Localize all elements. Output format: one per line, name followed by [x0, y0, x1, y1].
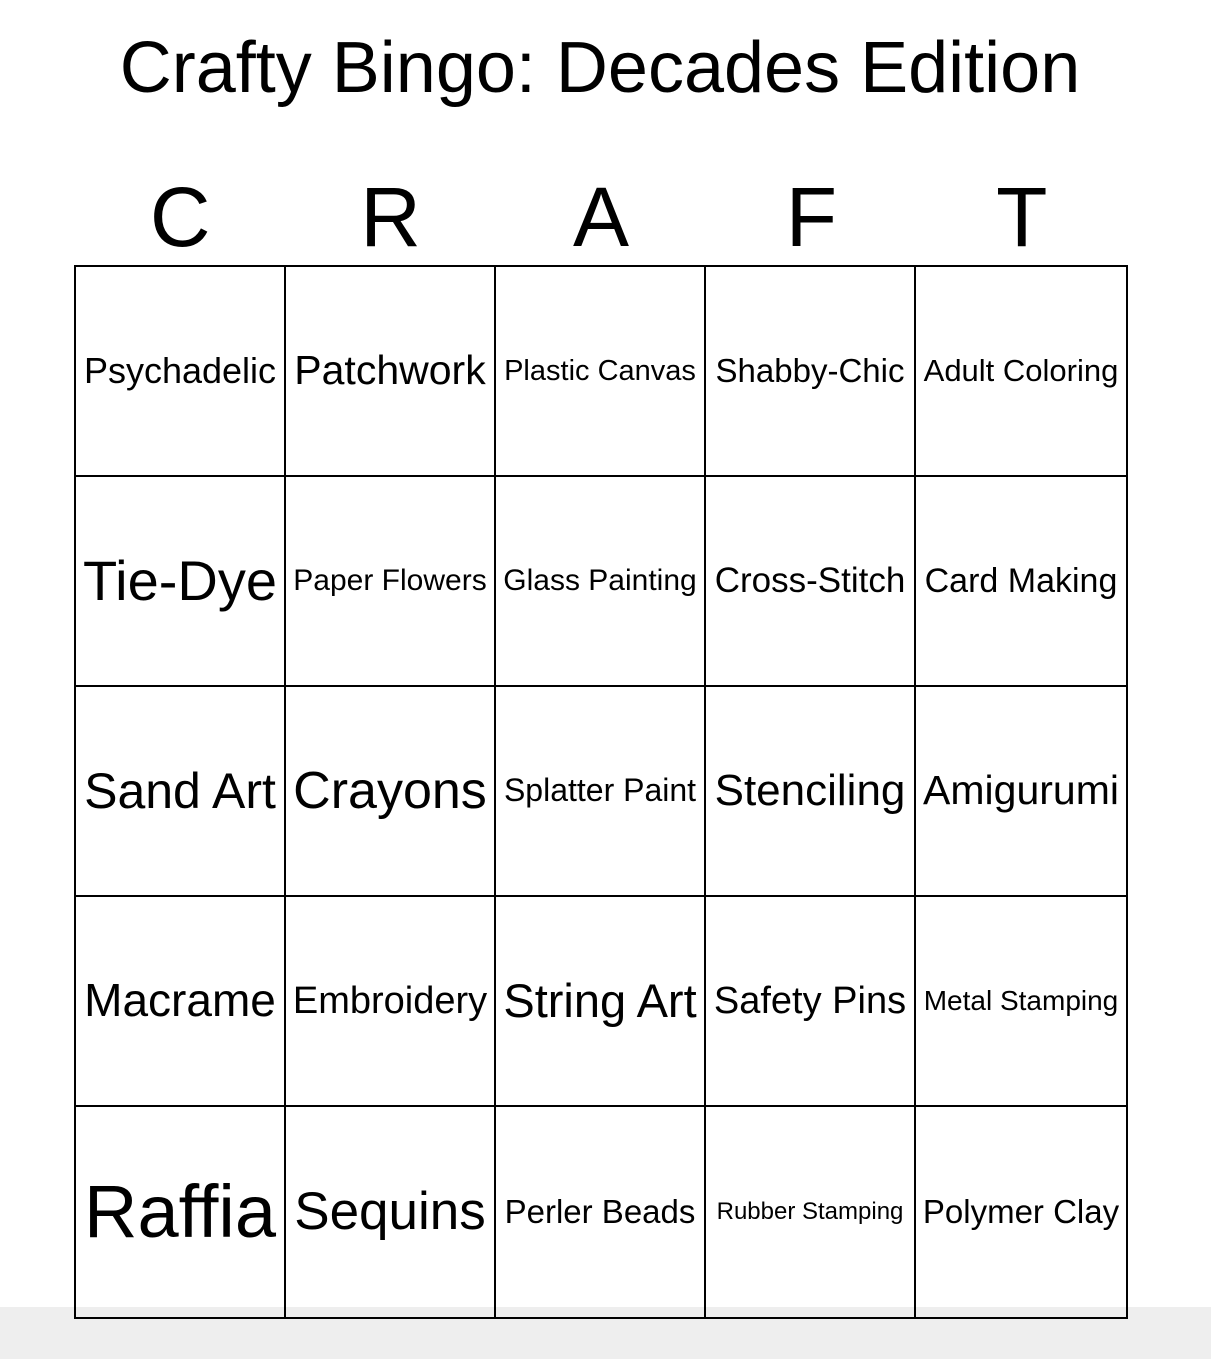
cell-label: Glass Painting: [503, 564, 697, 598]
bingo-cell[interactable]: [496, 1107, 706, 1317]
column-letter-r: R: [360, 170, 421, 264]
bingo-board: [74, 265, 1128, 1319]
bingo-cell[interactable]: [916, 687, 1126, 897]
cell-label: Stenciling: [714, 766, 906, 816]
bingo-cell[interactable]: [76, 267, 286, 477]
bingo-cell[interactable]: [706, 897, 916, 1107]
cell-label: Sequins: [294, 1182, 486, 1242]
cell-label: Shabby-Chic: [715, 351, 905, 389]
cell-label: Macrame: [84, 974, 276, 1027]
cell-label: Card Making: [924, 561, 1118, 600]
bingo-cell[interactable]: [916, 897, 1126, 1107]
bingo-cell[interactable]: [286, 267, 496, 477]
cell-label: Paper Flowers: [293, 564, 487, 598]
cell-label: Adult Coloring: [923, 352, 1119, 388]
cell-label: Polymer Clay: [922, 1192, 1120, 1230]
cell-label: Splatter Paint: [503, 772, 697, 809]
cell-label: Safety Pins: [713, 979, 907, 1022]
bingo-cell[interactable]: [286, 897, 496, 1107]
bingo-cell[interactable]: [76, 477, 286, 687]
bingo-cell[interactable]: [916, 477, 1126, 687]
bingo-cell[interactable]: [706, 687, 916, 897]
cell-label: Psychadelic: [83, 349, 277, 391]
cell-label: Sand Art: [84, 763, 276, 819]
cell-label: Embroidery: [292, 979, 488, 1022]
bingo-cell[interactable]: [706, 1107, 916, 1317]
page-title: Crafty Bingo: Decades Edition: [119, 28, 1081, 108]
cell-label: Rubber Stamping: [716, 1197, 904, 1225]
cell-label: String Art: [503, 973, 697, 1027]
bingo-cell[interactable]: [916, 267, 1126, 477]
cell-label: Cross-Stitch: [714, 561, 906, 601]
cell-label: Amigurumi: [923, 767, 1119, 814]
bingo-cell[interactable]: [286, 687, 496, 897]
bingo-cell[interactable]: [76, 1107, 286, 1317]
bingo-cell[interactable]: [286, 1107, 496, 1317]
bingo-cell[interactable]: [706, 477, 916, 687]
bingo-cell[interactable]: [496, 267, 706, 477]
bingo-cell[interactable]: [496, 687, 706, 897]
bingo-cell[interactable]: [286, 477, 496, 687]
bingo-cell[interactable]: [76, 897, 286, 1107]
cell-label: Patchwork: [294, 347, 486, 394]
cell-label: Crayons: [293, 761, 487, 820]
cell-label: Raffia: [84, 1169, 276, 1253]
cell-label: Tie-Dye: [83, 548, 277, 612]
bingo-cell[interactable]: [706, 267, 916, 477]
column-letter-c: C: [149, 170, 211, 264]
bingo-cell[interactable]: [76, 687, 286, 897]
bingo-cell[interactable]: [916, 1107, 1126, 1317]
column-letter-a: A: [572, 170, 629, 264]
cell-label: Metal Stamping: [923, 985, 1119, 1017]
column-letter-f: F: [785, 170, 838, 264]
column-letter-t: T: [996, 170, 1048, 264]
cell-label: Perler Beads: [504, 1192, 696, 1230]
bingo-cell[interactable]: [496, 897, 706, 1107]
column-headers: [75, 168, 1127, 266]
bingo-cell[interactable]: [496, 477, 706, 687]
cell-label: Plastic Canvas: [504, 354, 696, 387]
